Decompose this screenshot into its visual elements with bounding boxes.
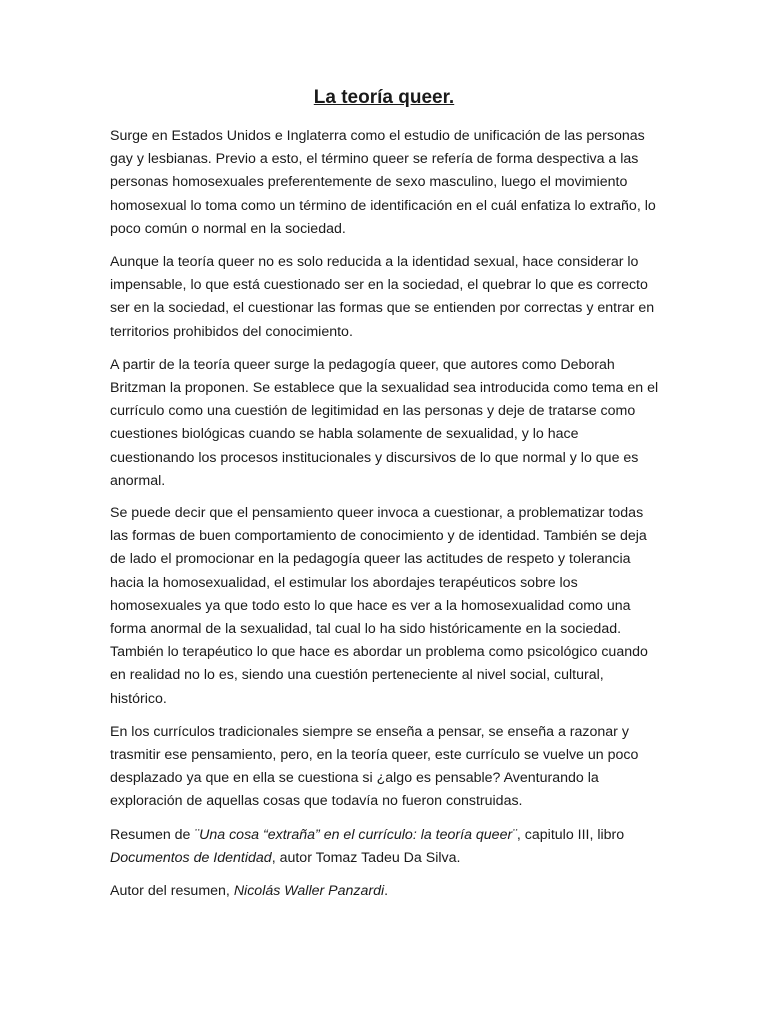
paragraph-5: En los currículos tradicionales siempre se enseña a pensar, se enseña a razonar y trasmitir ese pensamiento, pero, en la teoría queer, este currículo se vuelve un poco desplazado ya que en ella se cuestiona si ¿algo es pensable? Aventurando la exploración de aquellas cosas que todavía no fueron construidas. xyxy=(110,723,639,810)
document-title: La teoría queer. xyxy=(313,87,455,108)
summary-book-title: Documentos de Identidad xyxy=(110,849,272,866)
summary-middle: , capitulo III, libro xyxy=(516,826,625,843)
document-body xyxy=(110,125,662,913)
author-suffix: . xyxy=(384,883,389,900)
summary-work-title: ¨Una cosa “extraña” en el currículo: la teoría queer¨ xyxy=(194,826,517,843)
summary-paragraph xyxy=(110,824,662,870)
paragraph-1: Surge en Estados Unidos e Inglaterra como el estudio de unificación de las personas gay y lesbianas. Previo a esto, el término queer se refería de forma despectiva a las personas homosexuales preferentemente de sexo masculino, luego el movimiento homosexual lo toma como un término de identificación en el cuál enfatiza lo extraño, lo poco común o normal en la sociedad. xyxy=(110,128,656,237)
summary-suffix: , autor Tomaz Tadeu Da Silva. xyxy=(271,849,461,866)
paragraph-4: Se puede decir que el pensamiento queer invoca a cuestionar, a problematizar todas las formas de buen comportamiento de conocimiento y de identidad. También se deja de lado el promocionar en la pedagogía queer las actitudes de respeto y tolerancia hacia la homosexualidad, el estimular los abordajes terapéuticos sobre los homosexuales ya que todo esto lo que hace es ver a la homosexualidad como una forma anormal de la sexualidad, tal cual lo ha sido históricamente en la sociedad. También lo terapéutico lo que hace es abordar un problema como psicológico cuando en realidad no lo es, siendo una cuestión perteneciente al nivel social, cultural, histórico. xyxy=(110,505,648,707)
author-prefix: Autor del resumen, xyxy=(110,883,234,900)
paragraph-2: Aunque la teoría queer no es solo reducida a la identidad sexual, hace considerar lo impensable, lo que está cuestionado ser en la sociedad, el quebrar lo que es correcto ser en la sociedad, el cuestionar las formas que se entienden por correctas y entrar en territorios prohibidos del conocimiento. xyxy=(110,254,655,340)
author-paragraph xyxy=(110,880,662,903)
summary-prefix: Resumen de xyxy=(110,826,195,843)
paragraph-3: A partir de la teoría queer surge la pedagogía queer, que autores como Deborah Britzman la proponen. Se establece que la sexualidad sea introducida como tema en el currículo como una cuestión de legitimidad en las personas y deje de tratarse como cuestiones biológicas cuando se habla solamente de sexualidad, y lo hace cuestionando los procesos institucionales y discursivos de lo que normal y lo que es anormal. xyxy=(110,356,659,489)
author-name: Nicolás Waller Panzardi xyxy=(233,883,385,900)
